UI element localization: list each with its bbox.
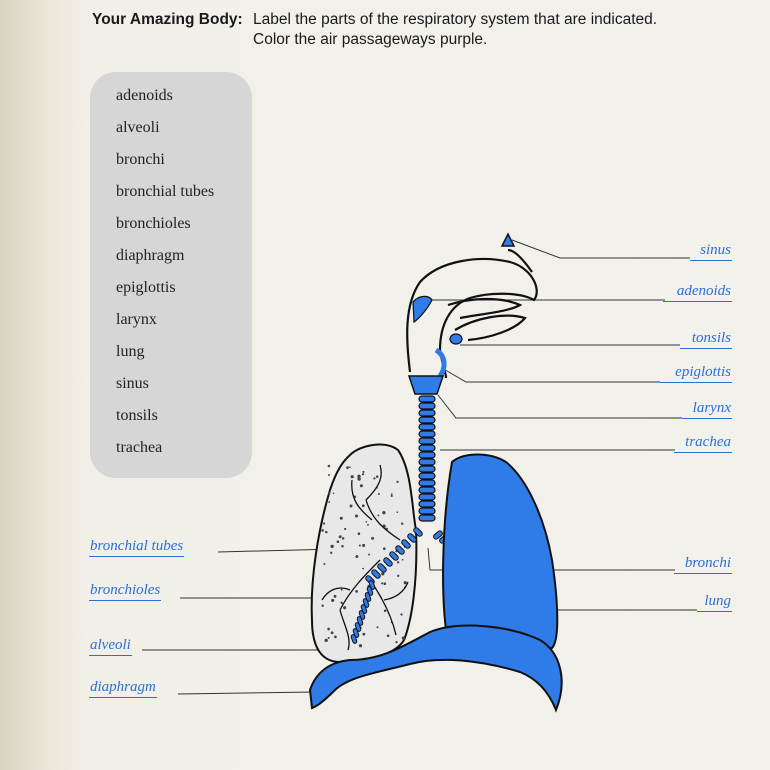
alveolus-dot: [378, 493, 380, 495]
alveolus-dot: [396, 511, 398, 513]
trachea-ring: [419, 515, 435, 521]
trachea-ring: [419, 424, 435, 430]
alveolus-dot: [355, 555, 358, 558]
alveolus-dot: [331, 599, 334, 602]
trachea-ring: [419, 403, 435, 409]
alveolus-dot: [341, 545, 344, 548]
label-diaphragm: diaphragm: [89, 679, 157, 698]
alveolus-dot: [334, 595, 337, 598]
trachea-ring: [419, 459, 435, 465]
alveolus-dot: [400, 613, 402, 615]
alveolus-dot: [340, 517, 343, 520]
alveolus-dot: [330, 545, 333, 548]
trachea-shape: [419, 396, 435, 521]
trachea-ring: [419, 438, 435, 444]
larynx-shape: [409, 376, 443, 394]
alveolus-dot: [330, 552, 332, 554]
instruction-line-2: Color the air passageways purple.: [253, 31, 488, 48]
header-lead: Your Amazing Body:: [92, 11, 243, 28]
alveolus-dot: [325, 639, 328, 642]
alveolus-dot: [362, 544, 365, 547]
alveolus-dot: [376, 626, 378, 628]
alveolus-dot: [368, 554, 370, 556]
alveolus-dot: [323, 563, 325, 565]
alveolus-dot: [328, 492, 330, 494]
label-adenoids: adenoids: [663, 283, 732, 302]
alveolus-dot: [328, 465, 331, 468]
trachea-ring: [419, 396, 435, 402]
word-bank-item: diaphragm: [116, 247, 185, 264]
alveolus-dot: [328, 501, 330, 503]
alveolus-dot: [359, 644, 362, 647]
trachea-ring: [419, 466, 435, 472]
alveolus-dot: [384, 582, 387, 585]
alveolus-dot: [397, 575, 399, 577]
instruction-line-1: Label the parts of the respiratory system that are indicated.: [253, 11, 658, 28]
word-bank-item: epiglottis: [116, 279, 176, 296]
trachea-ring: [419, 445, 435, 451]
epiglottis-shape: [436, 350, 444, 376]
alveolus-dot: [362, 568, 364, 570]
label-alveoli: alveoli: [89, 637, 132, 656]
alveolus-dot: [343, 606, 346, 609]
trachea-ring: [419, 410, 435, 416]
trachea-ring: [419, 452, 435, 458]
trachea-ring: [419, 494, 435, 500]
alveolus-dot: [402, 637, 405, 640]
leader-diaphragm: [178, 692, 315, 694]
alveolus-dot: [362, 633, 365, 636]
trachea-ring: [419, 487, 435, 493]
alveolus-dot: [397, 561, 399, 563]
trachea-ring: [419, 501, 435, 507]
label-bronchial-tubes: bronchial tubes: [89, 538, 184, 557]
alveolus-dot: [346, 466, 349, 469]
word-bank-item: alveoli: [116, 119, 160, 136]
alveolus-dot: [337, 540, 340, 543]
alveolus-dot: [382, 511, 385, 514]
alveolus-dot: [325, 531, 327, 533]
alveolus-dot: [357, 475, 360, 478]
alveolus-dot: [362, 471, 364, 473]
alveolus-dot: [341, 589, 343, 591]
alveolus-dot: [358, 532, 361, 535]
alveolus-dot: [323, 522, 325, 524]
label-epiglottis: epiglottis: [660, 364, 732, 383]
word-bank-item: larynx: [116, 311, 157, 328]
alveolus-dot: [371, 537, 374, 540]
word-bank-item: lung: [116, 343, 145, 360]
alveolus-dot: [334, 636, 337, 639]
tongue-outline: [455, 316, 525, 340]
alveolus-dot: [365, 521, 367, 523]
alveolus-dot: [384, 609, 387, 612]
alveolus-dot: [344, 528, 346, 530]
alveolus-dot: [359, 544, 361, 546]
alveolus-dot: [401, 523, 403, 525]
word-bank-item: sinus: [116, 375, 149, 392]
label-larynx: larynx: [682, 400, 732, 419]
alveolus-dot: [373, 477, 375, 479]
alveolus-dot: [349, 466, 351, 468]
leader-larynx: [438, 395, 682, 418]
alveolus-dot: [327, 628, 330, 631]
alveolus-dot: [391, 495, 393, 497]
alveolus-dot: [328, 637, 330, 639]
alveolus-dot: [362, 504, 365, 507]
alveolus-dot: [328, 474, 330, 476]
nasal-cavity-outline: [407, 259, 537, 378]
alveolus-dot: [404, 581, 407, 584]
adenoids-shape: [413, 296, 432, 322]
leader-epiglottis: [442, 368, 660, 382]
alveolus-dot: [321, 529, 324, 532]
alveolus-dot: [377, 514, 379, 516]
alveolus-dot: [381, 582, 383, 584]
alveolus-dot: [321, 604, 323, 606]
alveolus-dot: [342, 537, 345, 540]
label-sinus: sinus: [690, 242, 732, 261]
alveolus-dot: [391, 493, 393, 495]
alveolus-dot: [362, 473, 364, 475]
alveolus-dot: [383, 547, 386, 550]
alveolus-dot: [360, 484, 363, 487]
alveolus-dot: [350, 505, 353, 508]
trachea-ring: [419, 431, 435, 437]
label-trachea: trachea: [674, 434, 732, 453]
head-outline: [407, 250, 537, 378]
trachea-ring: [419, 480, 435, 486]
lung-right-shape: [443, 455, 557, 651]
alveolus-dot: [351, 475, 354, 478]
alveolus-dot: [333, 493, 335, 495]
word-bank-item: bronchial tubes: [116, 183, 215, 200]
alveolus-dot: [402, 559, 404, 561]
word-bank-item: trachea: [116, 439, 163, 456]
label-bronchi: bronchi: [674, 555, 732, 574]
alveolus-dot: [395, 641, 397, 643]
leader-sinus: [512, 240, 690, 258]
trachea-ring: [419, 417, 435, 423]
label-lung: lung: [697, 593, 732, 612]
alveolus-dot: [355, 515, 358, 518]
trachea-ring: [419, 508, 435, 514]
tonsils-shape: [450, 334, 462, 344]
label-bronchioles: bronchioles: [89, 582, 161, 601]
trachea-ring: [419, 473, 435, 479]
alveolus-dot: [367, 524, 369, 526]
alveolus-dot: [376, 475, 379, 478]
nose-outline: [508, 250, 532, 272]
alveolus-dot: [331, 631, 334, 634]
word-bank-item: tonsils: [116, 407, 158, 424]
word-bank-item: bronchioles: [116, 215, 191, 232]
word-bank-item: adenoids: [116, 87, 173, 104]
alveolus-dot: [341, 602, 343, 604]
alveolus-dot: [340, 535, 342, 537]
label-tonsils: tonsils: [680, 330, 732, 349]
alveolus-dot: [355, 590, 358, 593]
word-bank-item: bronchi: [116, 151, 165, 168]
alveolus-dot: [387, 635, 390, 638]
alveolus-dot: [396, 481, 398, 483]
